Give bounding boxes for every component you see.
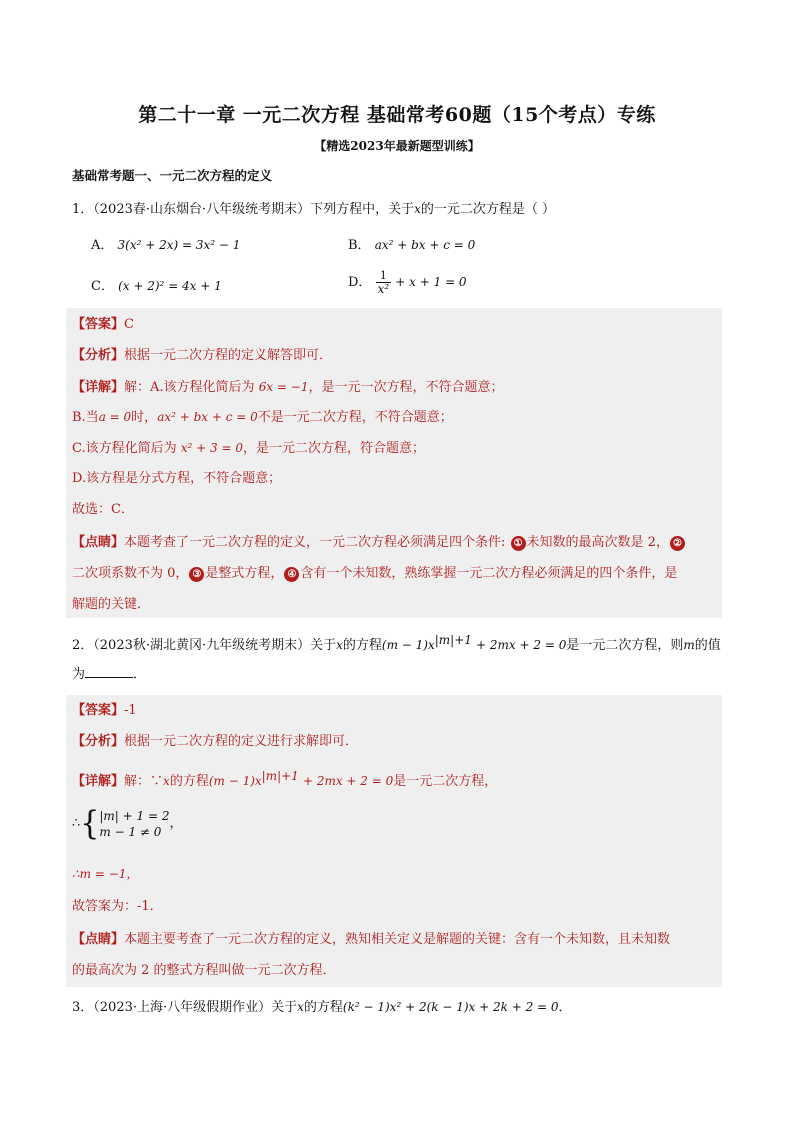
q1-conclusion: 故选：C． (72, 502, 134, 517)
q2-detail-a: 【详解】解：∵x的方程$(m - 1)x^{|m|+1} + 2mx + 2 = 0$是一元二次方程， (72, 769, 498, 789)
q2-detail-c: ∴m = −1， (72, 867, 139, 881)
brace-symbol: { (80, 804, 100, 843)
q1-option-d: D． $\frac{1}{\text{x²}}$ + x + 1 = 0 (348, 269, 467, 296)
q1-option-c: C． (x + 2)² = 4x + 1 (91, 279, 222, 294)
fraction: $\frac{1}{\text{x²}}$ (377, 269, 390, 296)
q2-conclusion: 故答案为：-1． (72, 899, 163, 914)
equation-system: |m| + 1 = 2 m − 1 ≠ 0 (99, 809, 170, 839)
q2-stem-line2: 为 ． (72, 667, 147, 682)
q3-stem: 3．（2023·上海·八年级假期作业）关于x的方程(k² − 1)x² + 2(k − 1)x + 2k + 2 = 0． (72, 1000, 572, 1015)
circled-number-3: ③ (189, 567, 204, 582)
q1-point-line3: 解题的关键． (72, 597, 151, 612)
section-heading: 基础常考题一、一元二次方程的定义 (72, 168, 273, 183)
circled-number-1: ① (511, 536, 526, 551)
q1-detail-b: B.当a = 0时，ax² + bx + c = 0不是一元二次方程，不符合题意； (72, 410, 453, 425)
q1-option-a: A． 3(x² + 2x) = 3x² − 1 (91, 238, 241, 253)
q2-stem: 2．（2023秋·湖北黄冈·九年级统考期末）关于x的方程$(m - 1)x^{|m|+1} + 2mx + 2 = 0$是一元二次方程，则m的值 (72, 633, 721, 653)
q2-system: ∴{ |m| + 1 = 2 m − 1 ≠ 0 ， (72, 804, 183, 843)
page-subtitle: 【精选2023年最新题型训练】 (314, 139, 480, 153)
q1-detail-a: 【详解】解：A.该方程化简后为 6x = −1，是一元一次方程，不符合题意； (72, 380, 504, 395)
q2-point-line1: 【点睛】本题主要考查了一元二次方程的定义，熟知相关定义是解题的关键：含有一个未知数，且未知数 (72, 932, 671, 947)
q1-detail-c: C.该方程化简后为 x² + 3 = 0，是一元二次方程，符合题意； (72, 441, 425, 456)
circled-number-4: ④ (284, 567, 299, 582)
q1-point-line1: 【点睛】本题考查了一元二次方程的定义，一元二次方程必须满足四个条件: ① 未知数的最高次数是 2， ② (72, 533, 686, 553)
q2-answer: 【答案】-1 (72, 703, 137, 718)
q1-option-b: B． ax² + bx + c = 0 (348, 238, 476, 253)
circled-number-2: ② (670, 536, 685, 551)
q1-analysis: 【分析】根据一元二次方程的定义解答即可． (72, 348, 333, 363)
q1-answer: 【答案】C (72, 317, 134, 332)
answer-blank (85, 665, 133, 678)
q1-detail-d: D.该方程是分式方程，不符合题意； (72, 471, 282, 486)
page-title: 第二十一章 一元二次方程 基础常考60题（15个考点）专练 (138, 104, 656, 126)
q2-point-line2: 的最高次为 2 的整式方程叫做一元二次方程． (72, 963, 336, 978)
q2-analysis: 【分析】根据一元二次方程的定义进行求解即可． (72, 734, 359, 749)
q1-point-line2: 二次项系数不为 0， ③ 是整式方程， ④ 含有一个未知数，熟练掌握一元二次方程必须满足的四个条件，是 (72, 566, 678, 581)
q1-stem: 1．（2023春·山东烟台·八年级统考期末）下列方程中，关于x的一元二次方程是（ ） (72, 202, 556, 217)
